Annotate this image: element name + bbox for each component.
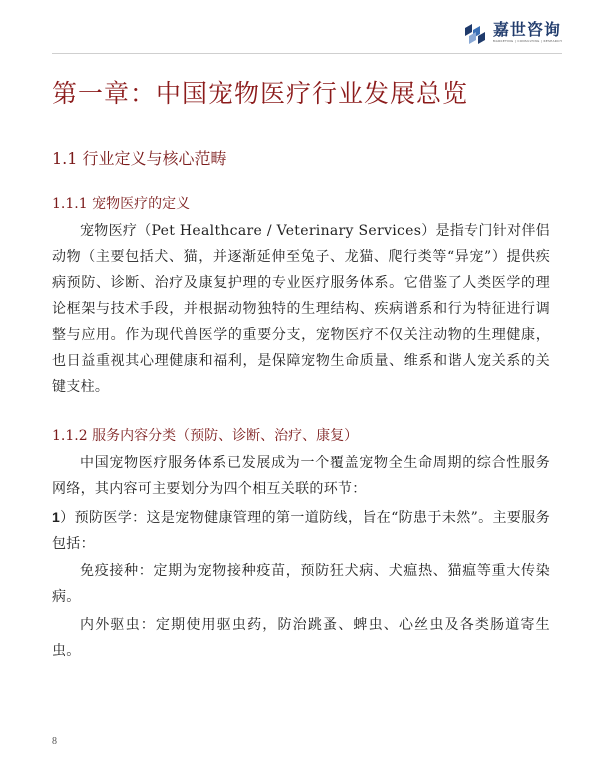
section-heading-1-1: 1.1 行业定义与核心范畴	[52, 149, 227, 168]
prevention-item-number: 1	[52, 509, 61, 525]
section-heading-1-1-1: 1.1.1 宠物医疗的定义	[52, 196, 191, 212]
header-logo	[463, 20, 562, 44]
logo-mark-icon	[463, 20, 487, 44]
logo-name: 嘉世咨询	[492, 19, 561, 39]
chapter-title: 第一章：中国宠物医疗行业发展总览	[52, 79, 469, 108]
section-heading-1-1-2: 1.1.2 服务内容分类（预防、诊断、治疗、康复）	[52, 428, 359, 444]
prevention-item	[52, 504, 550, 557]
definition-paragraph: 宠物医疗（Pet Healthcare / Veterinary Services）是指专门针对伴侣动物（主要包括犬、猫，并逐渐延伸至兔子、龙猫、爬行类等“异宠”）提供疾病预防、诊断、治疗及康复护理的专业医疗服务体系。它借鉴了人类医学的理论框架与技术手段，并根据动物独特的生理结构、疾病谱系和行为特征进行调整与应用。作为现代兽医学的重要分支，宠物医疗不仅关注动物的生理健康，也日益重视其心理健康和福利，是保障宠物生命质量、维系和谐人宠关系的关键支柱。	[52, 223, 550, 395]
logo-text	[493, 21, 562, 44]
services-intro-paragraph: 中国宠物医疗服务体系已发展成为一个覆盖宠物全生命周期的综合性服务网络，其内容可主要划分为四个相互关联的环节：	[52, 455, 550, 497]
vaccination-paragraph: 免疫接种：定期为宠物接种疫苗，预防狂犬病、犬瘟热、猫瘟等重大传染病。	[52, 563, 550, 605]
header-divider	[52, 53, 562, 54]
logo-tagline: MARKETING | CONSULTING | RESEARCH	[492, 38, 562, 43]
page-number: 8	[52, 736, 57, 747]
deworming-paragraph: 内外驱虫：定期使用驱虫药，防治跳蚤、蜱虫、心丝虫及各类肠道寄生虫。	[52, 617, 550, 659]
prevention-item-text: ）预防医学：这是宠物健康管理的第一道防线，旨在“防患于未然”。主要服务包括：	[52, 510, 550, 552]
